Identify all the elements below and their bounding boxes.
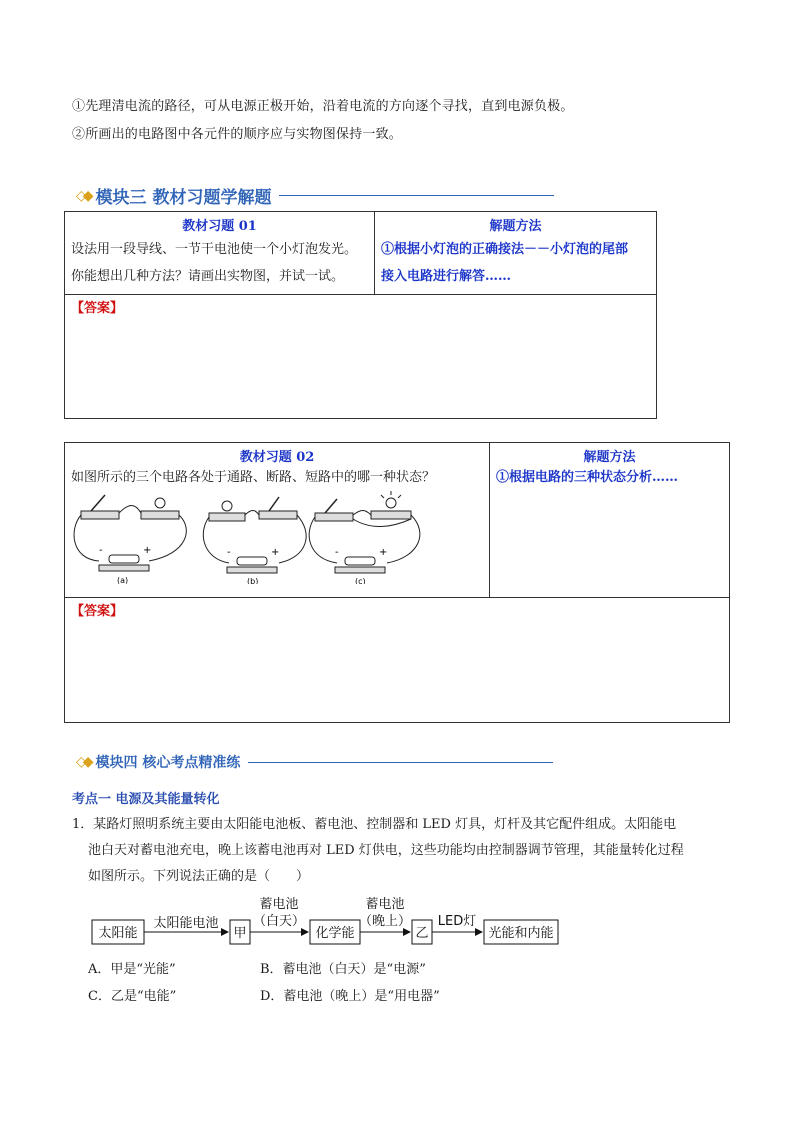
q1-line3: 如图所示。下列说法正确的是（ ）: [88, 869, 310, 884]
flow-box1: 太阳能: [98, 926, 138, 941]
ex1-method-cell: [375, 212, 657, 295]
flow-box5: 光能和内能: [488, 926, 554, 941]
a-plus: +: [143, 545, 152, 556]
module3-title: 模块三 教材习题学解题: [95, 188, 272, 208]
flow-box4: 乙: [415, 926, 429, 941]
flow-arrow3-bottom: （晚上）: [358, 914, 412, 929]
exercise-2-box: [64, 442, 730, 723]
ex2-answer-cell[interactable]: [65, 598, 730, 723]
note-2: ②所画出的电路图中各元件的顺序应与实物图保持一致。: [72, 127, 403, 142]
ex2-method-cell: [490, 443, 730, 598]
flow-arrow1: 太阳能电池: [153, 916, 219, 931]
ex1-method-header: 解题方法: [489, 219, 542, 234]
circuit-b: [203, 497, 306, 573]
ex1-method-line2: 接入电路进行解答……: [381, 269, 512, 284]
ex1-question: [65, 234, 374, 290]
b-plus: +: [271, 547, 280, 558]
ex1-method-line1: ①根据小灯泡的正确接法－－小灯泡的尾部: [381, 242, 629, 257]
exercise-1-box: [64, 211, 657, 419]
module4-title: 模块四 核心考点精准练: [95, 755, 241, 771]
note-1: ①先理清电流的路径，可从电源正极开始，沿着电流的方向逐个寻找，直到电源负极。: [72, 99, 574, 114]
ex2-question-cell: [65, 443, 490, 598]
ex2-header: 教材习题 02: [239, 450, 315, 465]
module3-rule: [279, 195, 554, 196]
kaodian1-title: 考点一 电源及其能量转化: [72, 792, 220, 807]
option-c[interactable]: C．乙是“电能”: [88, 989, 177, 1004]
option-b[interactable]: B．蓄电池（白天）是“电源”: [260, 962, 426, 977]
flow-arrow4: LED灯: [437, 914, 477, 929]
diamond-icon: ◇◆: [76, 754, 90, 770]
flow-arrow3-top: 蓄电池: [365, 897, 405, 912]
ex1-question-cell: [65, 212, 375, 295]
ex2-answer-label: 【答案】: [71, 604, 124, 619]
flow-arrow2-top: 蓄电池: [259, 897, 299, 912]
label-c: (c): [355, 577, 366, 584]
ex1-answer-cell[interactable]: [65, 295, 657, 419]
ex2-method-header: 解题方法: [583, 450, 636, 465]
a-minus: -: [99, 545, 103, 556]
label-b: (b): [247, 577, 259, 584]
c-minus: -: [335, 547, 339, 558]
label-a: (a): [117, 576, 129, 584]
q1-stem: [72, 812, 732, 890]
q1-line2: 池白天对蓄电池充电，晚上该蓄电池再对 LED 灯供电，这些功能均由控制器调节管理，其能量转化过程: [88, 843, 684, 858]
ex2-question: 如图所示的三个电路各处于通路、断路、短路中的哪一种状态？: [71, 470, 436, 485]
diamond-icon: ◇◆: [76, 187, 90, 204]
option-d[interactable]: D．蓄电池（晚上）是“用电器”: [260, 989, 440, 1004]
ex1-question-line2: 你能想出几种方法？请画出实物图，并试一试。: [71, 269, 345, 284]
option-a[interactable]: A．甲是“光能”: [88, 962, 176, 977]
ex1-method: [375, 234, 656, 290]
module3-heading: [76, 183, 554, 208]
flow-arrow2-bottom: （白天）: [252, 914, 306, 929]
flow-box3: 化学能: [315, 926, 355, 941]
circuit-a: [74, 495, 186, 571]
ex1-answer-label: 【答案】: [71, 301, 124, 316]
circuit-c: [309, 491, 420, 573]
c-plus: +: [379, 547, 388, 558]
module4-heading: [76, 752, 553, 772]
ex2-circuit-figure: [69, 489, 489, 584]
flow-box2: 甲: [233, 926, 247, 941]
q1-line1: 1．某路灯照明系统主要由太阳能电池板、蓄电池、控制器和 LED 灯具，灯杆及其它配件组成。太阳能电: [72, 817, 677, 832]
module4-rule: [248, 762, 553, 763]
ex2-method: ①根据电路的三种状态分析……: [496, 470, 679, 485]
ex1-header: 教材习题 01: [182, 219, 257, 234]
b-minus: -: [227, 547, 231, 558]
ex1-question-line1: 设法用一段导线、一节干电池使一个小灯泡发光。: [71, 242, 358, 257]
energy-flow-diagram: [88, 894, 568, 950]
